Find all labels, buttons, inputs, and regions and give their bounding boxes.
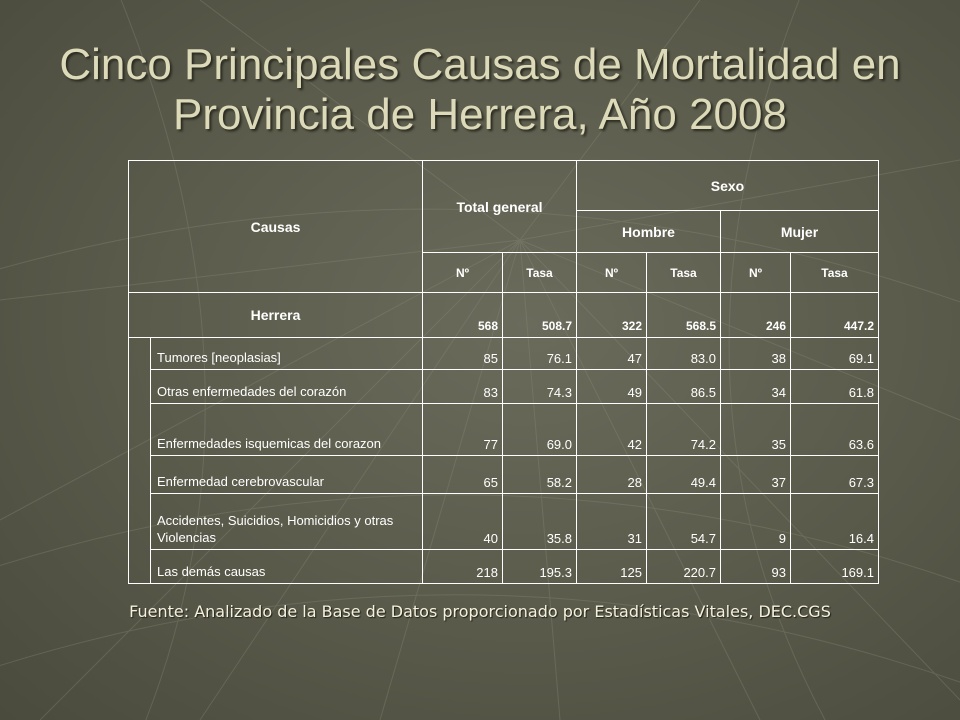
- mujer-n: 37: [721, 456, 791, 494]
- table-row: [129, 456, 879, 494]
- header-mujer-n: Nº: [721, 253, 791, 293]
- mujer-n: 38: [721, 338, 791, 370]
- hombre-tasa: 83.0: [647, 338, 721, 370]
- indent-cell: [129, 338, 151, 584]
- total-tasa: 58.2: [503, 456, 577, 494]
- mujer-tasa: 169.1: [791, 550, 879, 584]
- hombre-n: 42: [577, 404, 647, 456]
- total-n: 85: [423, 338, 503, 370]
- summary-hombre-tasa: 568.5: [647, 293, 721, 338]
- header-total-general: Total general: [423, 161, 577, 253]
- mujer-n: 93: [721, 550, 791, 584]
- cause-label: Enfermedades isquemicas del corazon: [151, 404, 423, 456]
- mujer-tasa: 69.1: [791, 338, 879, 370]
- page-title: [30, 40, 930, 140]
- summary-total-tasa: 508.7: [503, 293, 577, 338]
- cause-label: Las demás causas: [151, 550, 423, 584]
- mujer-n: 34: [721, 370, 791, 404]
- header-total-n: Nº: [423, 253, 503, 293]
- summary-hombre-n: 322: [577, 293, 647, 338]
- header-hombre-n: Nº: [577, 253, 647, 293]
- table-row: [129, 404, 879, 456]
- header-mujer-tasa: Tasa: [791, 253, 879, 293]
- mujer-tasa: 63.6: [791, 404, 879, 456]
- header-mujer: Mujer: [721, 211, 879, 253]
- summary-label: Herrera: [129, 293, 423, 338]
- total-n: 40: [423, 494, 503, 550]
- header-row-1: [129, 161, 879, 211]
- source-note: Fuente: Analizado de la Base de Datos proporcionado por Estadísticas Vitales, DEC.CGS: [129, 602, 831, 621]
- table-row: [129, 338, 879, 370]
- total-tasa: 35.8: [503, 494, 577, 550]
- title-line-1: Cinco Principales Causas de Mortalidad en: [59, 40, 901, 89]
- cause-label: Enfermedad cerebrovascular: [151, 456, 423, 494]
- header-hombre-tasa: Tasa: [647, 253, 721, 293]
- mujer-tasa: 67.3: [791, 456, 879, 494]
- summary-mujer-n: 246: [721, 293, 791, 338]
- total-n: 77: [423, 404, 503, 456]
- table-row: [129, 494, 879, 550]
- header-hombre: Hombre: [577, 211, 721, 253]
- total-n: 83: [423, 370, 503, 404]
- total-n: 65: [423, 456, 503, 494]
- hombre-tasa: 74.2: [647, 404, 721, 456]
- title-line-2: Provincia de Herrera, Año 2008: [173, 90, 787, 139]
- summary-row: [129, 293, 879, 338]
- hombre-tasa: 86.5: [647, 370, 721, 404]
- mortality-table: [128, 160, 879, 584]
- hombre-n: 47: [577, 338, 647, 370]
- hombre-n: 28: [577, 456, 647, 494]
- hombre-tasa: 54.7: [647, 494, 721, 550]
- mujer-tasa: 16.4: [791, 494, 879, 550]
- table-row: [129, 370, 879, 404]
- header-causas: Causas: [129, 161, 423, 293]
- summary-mujer-tasa: 447.2: [791, 293, 879, 338]
- table-row: [129, 550, 879, 584]
- mujer-n: 9: [721, 494, 791, 550]
- total-tasa: 74.3: [503, 370, 577, 404]
- mujer-n: 35: [721, 404, 791, 456]
- hombre-tasa: 220.7: [647, 550, 721, 584]
- total-tasa: 69.0: [503, 404, 577, 456]
- header-total-tasa: Tasa: [503, 253, 577, 293]
- mujer-tasa: 61.8: [791, 370, 879, 404]
- cause-label: Otras enfermedades del corazón: [151, 370, 423, 404]
- cause-label: Tumores [neoplasias]: [151, 338, 423, 370]
- cause-label: Accidentes, Suicidios, Homicidios y otras Violencias: [151, 494, 423, 550]
- hombre-n: 31: [577, 494, 647, 550]
- summary-total-n: 568: [423, 293, 503, 338]
- total-n: 218: [423, 550, 503, 584]
- total-tasa: 76.1: [503, 338, 577, 370]
- header-sexo: Sexo: [577, 161, 879, 211]
- hombre-tasa: 49.4: [647, 456, 721, 494]
- total-tasa: 195.3: [503, 550, 577, 584]
- hombre-n: 125: [577, 550, 647, 584]
- hombre-n: 49: [577, 370, 647, 404]
